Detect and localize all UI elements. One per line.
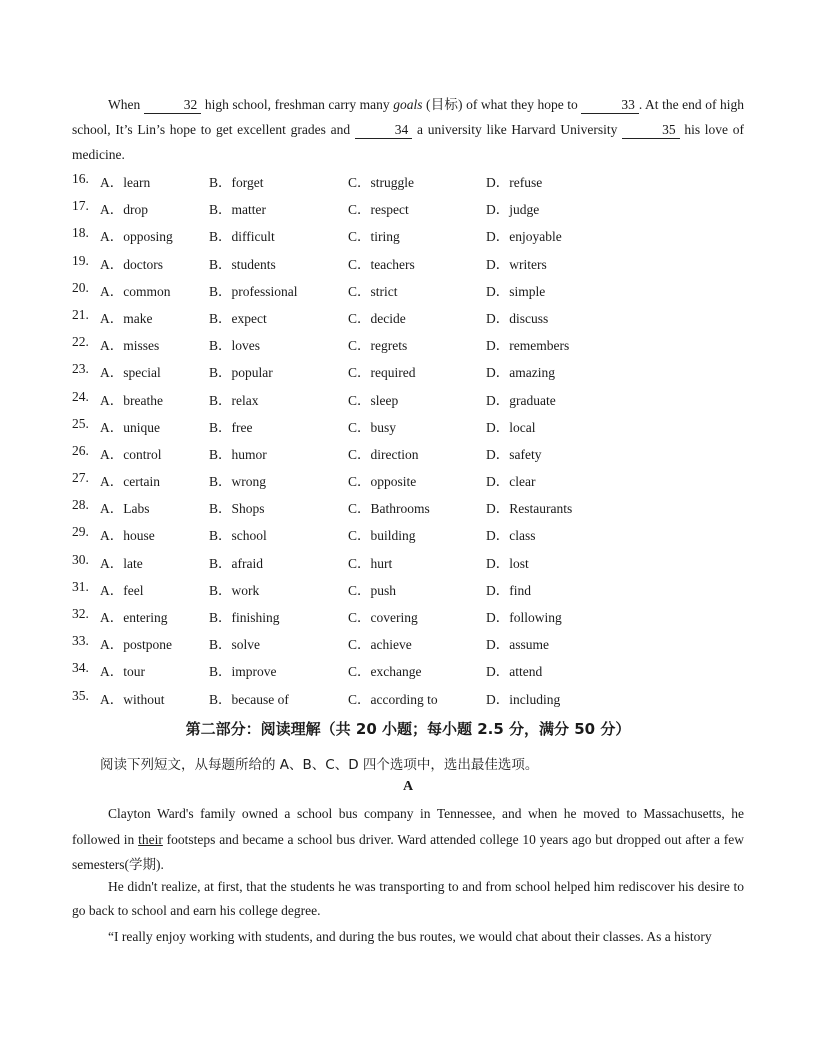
question-number: 26. [72,442,89,458]
option-b: B．school [209,528,267,544]
question-row [72,438,744,465]
option-b: B．forget [209,175,264,190]
option-b: B．humor [209,446,267,462]
option-b: B．wrong [209,474,266,490]
option-c: C．strict [348,283,398,299]
blank-35: 35 [622,122,680,139]
option-c: C．busy [348,419,397,435]
question-row [72,275,744,302]
option-a: A．learn [100,175,151,190]
option-a: A．postpone [100,637,172,653]
option-c: C．direction [348,446,419,462]
intro-text: (目标) of what they hope to [422,97,582,112]
option-c: C．building [348,528,416,544]
option-a: A．opposing [100,229,173,245]
option-a: A．special [100,365,161,381]
question-number: 24. [72,388,89,404]
option-a: A．make [100,310,153,326]
question-number: 28. [72,497,89,513]
question-row [72,384,744,411]
option-c: C．respect [348,202,409,218]
option-c: C．opposite [348,474,417,490]
option-c: C．hurt [348,555,393,571]
question-number: 33. [72,633,89,649]
option-b: B．difficult [209,229,275,245]
intro-text: high school, freshman carry many [204,97,394,112]
passage-paragraph-1 [72,801,744,878]
option-d: D．enjoyable [486,229,562,245]
option-d: D．refuse [486,175,543,190]
question-number: 23. [72,361,89,377]
passage-text: footsteps and became a school bus driver. Ward attended college 10 years ago but dropped out after a few semesters(学期). [72,831,744,872]
section-instruction: 阅读下列短文，从每题所给的 A、B、C、D 四个选项中，选出最佳选项。 [100,757,539,773]
option-b: B．finishing [209,610,280,625]
option-d: D．following [486,610,562,625]
option-c: C．exchange [348,664,422,680]
option-b: B．afraid [209,555,263,571]
option-d: D．Restaurants [486,501,573,517]
option-c: C．push [348,582,397,598]
passage-paragraph-2: He didn't realize, at first, that the students he was transporting to and from school helped him rediscover his desire to go back to school and earn his college degree. [72,879,744,918]
option-d: D．attend [486,664,543,680]
option-c: C．achieve [348,637,412,653]
option-c: C．teachers [348,256,415,272]
option-a: A．common [100,283,171,299]
blank-33: 33 [581,97,639,114]
question-row [72,628,744,655]
option-b: B．free [209,419,253,435]
option-b: B．improve [209,664,277,680]
option-a: A．control [100,446,162,462]
question-row [72,519,744,546]
question-row [72,220,744,247]
option-d: D．assume [486,637,549,653]
question-number: 34. [72,660,89,676]
question-number: 22. [72,334,89,350]
question-number: 30. [72,551,89,567]
option-b: B．solve [209,637,261,653]
option-c: C．sleep [348,392,399,408]
question-row [72,574,744,601]
option-a: A．breathe [100,392,163,408]
intro-text: a university like Harvard University [417,122,623,137]
option-b: B．expect [209,310,267,326]
question-row [72,193,744,220]
option-a: A．late [100,555,143,571]
option-c: C．covering [348,610,418,625]
blank-34: 34 [355,122,413,139]
option-a: A．Labs [100,501,150,517]
option-b: B．professional [209,283,298,299]
option-a: A．feel [100,582,144,598]
option-b: B．Shops [209,501,265,517]
option-a: A．drop [100,202,148,218]
question-number: 17. [72,198,89,214]
option-d: D．safety [486,446,542,462]
option-a: A．house [100,528,155,544]
question-number: 21. [72,306,89,322]
option-d: D．simple [486,283,546,299]
question-row [72,356,744,383]
option-c: C．regrets [348,338,408,354]
option-b: B．loves [209,338,261,354]
question-number: 18. [72,225,89,241]
option-d: D．discuss [486,310,549,326]
question-number: 32. [72,606,89,621]
option-a: A．entering [100,610,168,625]
question-row [72,329,744,356]
intro-text: . At the end of high school, It’s Lin’s hope to get excellent grades and [72,97,744,137]
question-row [72,492,744,519]
question-number: 19. [72,252,89,268]
question-number: 16. [72,171,89,186]
intro-italic-goals: goals [393,97,423,112]
option-d: D．lost [486,555,529,571]
option-c: C．required [348,365,416,381]
option-d: D．find [486,582,531,598]
question-number: 35. [72,687,89,703]
option-c: C．tiring [348,229,400,245]
question-row [72,248,744,275]
question-row [72,601,744,628]
question-number: 31. [72,578,89,594]
option-d: D．class [486,528,536,544]
intro-text: When [108,97,144,112]
option-b: B．students [209,256,276,272]
question-number: 29. [72,524,89,540]
option-a: A．certain [100,474,160,490]
option-d: D．local [486,419,536,435]
option-c: C．according to [348,691,438,707]
option-b: B．matter [209,202,266,218]
question-row [72,411,744,438]
option-d: D．judge [486,202,540,218]
option-a: A．doctors [100,256,163,272]
option-d: D．amazing [486,365,555,381]
question-row [72,547,744,574]
option-c: C．Bathrooms [348,501,430,517]
option-b: B．popular [209,365,273,381]
section-title: 第二部分：阅读理解（共 20 小题；每小题 2.5 分，满分 50 分） [185,720,631,738]
passage-label: A [402,779,414,794]
question-options-list [72,166,744,710]
option-a: A．misses [100,338,160,354]
underlined-word: their [138,831,163,847]
passage-paragraph-3: “I really enjoy working with students, and during the bus routes, we would chat about their classes. As a history [108,929,712,944]
passage-text: Clayton Ward's family owned a school bus company in Tennessee, and when he moved to Massachusetts, he followed in [72,806,744,847]
question-row [72,465,744,492]
option-d: D．graduate [486,392,556,408]
question-number: 25. [72,415,89,431]
question-number: 20. [72,279,89,295]
option-a: A．unique [100,419,160,435]
blank-32: 32 [144,97,202,114]
question-row [72,655,744,682]
question-row [72,166,744,193]
intro-text: his love of medicine. [72,122,745,162]
question-number: 27. [72,470,89,486]
option-b: B．because of [209,691,289,707]
cloze-passage-ending [72,92,744,167]
question-row [72,302,744,329]
option-a: A．without [100,691,165,707]
question-row [72,683,744,710]
option-d: D．including [486,691,561,707]
option-b: B．relax [209,392,259,408]
option-d: D．writers [486,256,547,272]
option-d: D．clear [486,474,536,490]
option-c: C．decide [348,310,406,326]
option-c: C．struggle [348,175,414,190]
option-b: B．work [209,582,260,598]
option-a: A．tour [100,664,145,680]
option-d: D．remembers [486,338,570,354]
